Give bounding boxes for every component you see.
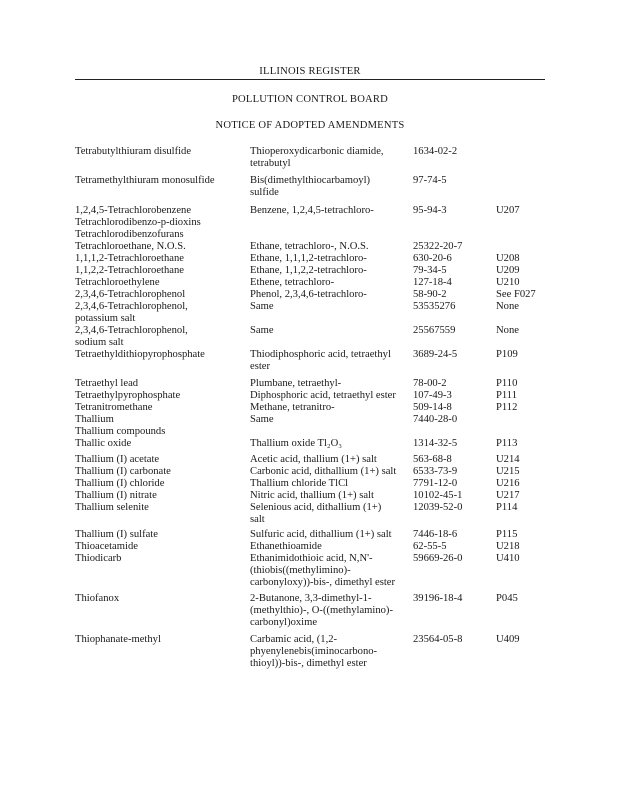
cas-number: 25322-20-7 bbox=[413, 241, 463, 252]
chemical-name bbox=[75, 277, 250, 289]
waste-code: U209 bbox=[496, 265, 520, 276]
chemical-name bbox=[75, 265, 250, 277]
chemical-name bbox=[75, 325, 250, 349]
chemical-name-line: Tetraethyl lead bbox=[75, 378, 139, 389]
waste-code: U410 bbox=[496, 553, 520, 564]
chemical-name-line: Thallium (I) nitrate bbox=[75, 490, 157, 501]
chemical-synonym-line: Same bbox=[250, 301, 274, 312]
chemical-synonym-line: Nitric acid, thallium (1+) salt bbox=[250, 490, 374, 501]
chemical-name bbox=[75, 553, 250, 565]
table-row bbox=[75, 301, 555, 325]
chemical-name bbox=[75, 289, 250, 301]
chemical-name-line: Thallium (I) carbonate bbox=[75, 466, 171, 477]
chemical-name bbox=[75, 241, 250, 253]
chemical-synonym-line: Plumbane, tetraethyl- bbox=[250, 378, 342, 389]
chemical-name bbox=[75, 454, 250, 466]
chemical-name bbox=[75, 390, 250, 402]
chemical-synonym bbox=[250, 478, 413, 490]
chemical-name bbox=[75, 438, 250, 450]
chemical-name-line: Tetraethyldithiopyrophosphate bbox=[75, 349, 205, 360]
table-row bbox=[75, 349, 555, 373]
chemical-name bbox=[75, 349, 250, 361]
chemical-synonym bbox=[250, 593, 413, 629]
table-row bbox=[75, 146, 555, 170]
chemical-synonym-line: ester bbox=[250, 361, 270, 372]
chemical-name-line: Tetrachloroethylene bbox=[75, 277, 160, 288]
table-row bbox=[75, 205, 555, 241]
cas-number: 79-34-5 bbox=[413, 265, 447, 276]
chemical-name-line: Thiofanox bbox=[75, 593, 120, 604]
chemical-synonym bbox=[250, 146, 413, 170]
chemical-synonym-line: Ethanethioamide bbox=[250, 541, 322, 552]
cas-number: 53535276 bbox=[413, 301, 456, 312]
table-row bbox=[75, 553, 555, 589]
chemical-synonym bbox=[250, 438, 413, 450]
chemical-synonym bbox=[250, 301, 413, 313]
chemical-name-line: Thioacetamide bbox=[75, 541, 138, 552]
chemical-name bbox=[75, 175, 250, 187]
waste-code: P114 bbox=[496, 502, 518, 513]
chemical-synonym-line: Methane, tetranitro- bbox=[250, 402, 335, 413]
cas-number: 62-55-5 bbox=[413, 541, 447, 552]
chemical-synonym bbox=[250, 634, 413, 670]
chemical-synonym-line: Carbamic acid, (1,2- bbox=[250, 634, 338, 645]
table-row bbox=[75, 634, 555, 670]
chemical-name bbox=[75, 205, 250, 241]
chemical-synonym-line: Thallium oxide Tl₂O₃ bbox=[250, 438, 342, 449]
chemical-synonym bbox=[250, 553, 413, 589]
table-row bbox=[75, 478, 555, 490]
chemical-synonym bbox=[250, 502, 413, 526]
chemical-name-line: 2,3,4,6-Tetrachlorophenol, bbox=[75, 325, 188, 336]
table-row bbox=[75, 414, 555, 438]
chemical-name-line: Thallic oxide bbox=[75, 438, 132, 449]
chemical-name-line: Tetramethylthiuram monosulfide bbox=[75, 175, 215, 186]
cas-number: 1314-32-5 bbox=[413, 438, 458, 449]
chemical-name-line: Tetrachloroethane, N.O.S. bbox=[75, 241, 186, 252]
waste-code: U218 bbox=[496, 541, 520, 552]
chemical-name-line: Tetraethylpyrophosphate bbox=[75, 390, 181, 401]
cas-number: 95-94-3 bbox=[413, 205, 447, 216]
table-row bbox=[75, 502, 555, 526]
chemical-synonym-line: Ethene, tetrachloro- bbox=[250, 277, 335, 288]
cas-number: 23564-05-8 bbox=[413, 634, 463, 645]
table-row bbox=[75, 241, 555, 253]
cas-number: 127-18-4 bbox=[413, 277, 452, 288]
cas-number: 7446-18-6 bbox=[413, 529, 458, 540]
chemical-name-line: 2,3,4,6-Tetrachlorophenol bbox=[75, 289, 186, 300]
table-row bbox=[75, 541, 555, 553]
board-title: POLLUTION CONTROL BOARD bbox=[231, 94, 389, 105]
chemical-synonym bbox=[250, 454, 413, 466]
chemical-synonym bbox=[250, 390, 413, 402]
chemical-name bbox=[75, 378, 250, 390]
cas-number: 3689-24-5 bbox=[413, 349, 458, 360]
chemical-name-line: Tetrachlorodibenzofurans bbox=[75, 229, 184, 240]
cas-number: 97-74-5 bbox=[413, 175, 447, 186]
chemical-synonym bbox=[250, 325, 413, 337]
table-row bbox=[75, 402, 555, 414]
chemical-synonym-line: Ethane, 1,1,1,2-tetrachloro- bbox=[250, 253, 367, 264]
chemical-synonym-line: (thiobis((methylimino)- bbox=[250, 565, 351, 576]
chemical-synonym-line: 2-Butanone, 3,3-dimethyl-1- bbox=[250, 593, 372, 604]
chemical-name-line: Tetranitromethane bbox=[75, 402, 153, 413]
cas-number: 59669-26-0 bbox=[413, 553, 463, 564]
chemical-synonym-line: salt bbox=[250, 514, 265, 525]
waste-code: U216 bbox=[496, 478, 520, 489]
chemical-name-line: Thallium selenite bbox=[75, 502, 149, 513]
chemical-name-line: 1,2,4,5-Tetrachlorobenzene bbox=[75, 205, 192, 216]
chemical-synonym bbox=[250, 277, 413, 289]
chemical-synonym-line: Same bbox=[250, 414, 274, 425]
chemical-synonym-line: Acetic acid, thallium (1+) salt bbox=[250, 454, 377, 465]
chemical-synonym bbox=[250, 541, 413, 553]
waste-code: P113 bbox=[496, 438, 518, 449]
waste-code: P109 bbox=[496, 349, 518, 360]
register-title: ILLINOIS REGISTER bbox=[259, 66, 361, 77]
chemical-name bbox=[75, 490, 250, 502]
chemical-synonym-line: (methylthio)-, O-((methylamino)- bbox=[250, 605, 393, 616]
chemical-synonym-line: carbonyloxy))-bis-, dimethyl ester bbox=[250, 577, 396, 588]
table-row bbox=[75, 529, 555, 541]
chemical-name-line: Thallium (I) chloride bbox=[75, 478, 165, 489]
cas-number: 509-14-8 bbox=[413, 402, 452, 413]
chemical-synonym-line: Phenol, 2,3,4,6-tetrachloro- bbox=[250, 289, 367, 300]
chemical-name bbox=[75, 146, 250, 158]
chemical-synonym-line: Carbonic acid, dithallium (1+) salt bbox=[250, 466, 397, 477]
chemical-synonym-line: Bis(dimethylthiocarbamoyl) bbox=[250, 175, 371, 186]
waste-code: None bbox=[496, 325, 519, 336]
chemical-synonym-line: Selenious acid, dithallium (1+) bbox=[250, 502, 382, 513]
notice-title: NOTICE OF ADOPTED AMENDMENTS bbox=[215, 120, 405, 131]
waste-code: P111 bbox=[496, 390, 517, 401]
cas-number: 563-68-8 bbox=[413, 454, 452, 465]
cas-number: 58-90-2 bbox=[413, 289, 447, 300]
cas-number: 107-49-3 bbox=[413, 390, 452, 401]
chemical-name-line: potassium salt bbox=[75, 313, 136, 324]
table-row bbox=[75, 378, 555, 390]
cas-number: 6533-73-9 bbox=[413, 466, 458, 477]
table-row bbox=[75, 175, 555, 199]
chemical-name bbox=[75, 301, 250, 325]
chemical-synonym-line: sulfide bbox=[250, 187, 279, 198]
waste-code: U215 bbox=[496, 466, 520, 477]
chemical-name bbox=[75, 478, 250, 490]
chemical-synonym bbox=[250, 414, 413, 426]
chemical-synonym bbox=[250, 241, 413, 253]
chemical-synonym-line: phyenylenebis(iminocarbono- bbox=[250, 646, 378, 657]
chemical-synonym bbox=[250, 349, 413, 373]
chemical-synonym bbox=[250, 490, 413, 502]
waste-code: U210 bbox=[496, 277, 520, 288]
chemical-synonym-line: Thiodiphosphoric acid, tetraethyl bbox=[250, 349, 391, 360]
chemical-name-line: Tetrachlorodibenzo-p-dioxins bbox=[75, 217, 201, 228]
chemical-name bbox=[75, 529, 250, 541]
chemical-synonym-line: tetrabutyl bbox=[250, 158, 291, 169]
chemical-synonym bbox=[250, 265, 413, 277]
chemical-name-line: Thiodicarb bbox=[75, 553, 122, 564]
cas-number: 7791-12-0 bbox=[413, 478, 458, 489]
chemical-name bbox=[75, 634, 250, 646]
waste-code: U409 bbox=[496, 634, 520, 645]
chemical-synonym-line: Thallium chloride TlCl bbox=[250, 478, 349, 489]
table-row bbox=[75, 253, 555, 265]
waste-code: P110 bbox=[496, 378, 518, 389]
waste-code: U207 bbox=[496, 205, 520, 216]
cas-number: 25567559 bbox=[413, 325, 456, 336]
chemical-synonym-line: Diphosphoric acid, tetraethyl ester bbox=[250, 390, 396, 401]
table-row bbox=[75, 466, 555, 478]
waste-code: U214 bbox=[496, 454, 520, 465]
chemical-synonym bbox=[250, 289, 413, 301]
table-row bbox=[75, 325, 555, 349]
cas-number: 12039-52-0 bbox=[413, 502, 463, 513]
waste-code: P045 bbox=[496, 593, 518, 604]
chemical-name bbox=[75, 253, 250, 265]
chemical-name-line: 1,1,1,2-Tetrachloroethane bbox=[75, 253, 184, 264]
table-row bbox=[75, 277, 555, 289]
chemical-synonym-line: Benzene, 1,2,4,5-tetrachloro- bbox=[250, 205, 374, 216]
table-row bbox=[75, 390, 555, 402]
chemical-synonym-line: Ethane, tetrachloro-, N.O.S. bbox=[250, 241, 369, 252]
chemical-synonym-line: thioyl))-bis-, dimethyl ester bbox=[250, 658, 367, 669]
table-row bbox=[75, 454, 555, 466]
chemical-name bbox=[75, 502, 250, 514]
chemical-synonym-line: Sulfuric acid, dithallium (1+) salt bbox=[250, 529, 392, 540]
table-row bbox=[75, 289, 555, 301]
chemical-name bbox=[75, 593, 250, 605]
chemical-name-line: 2,3,4,6-Tetrachlorophenol, bbox=[75, 301, 188, 312]
chemical-synonym bbox=[250, 466, 413, 478]
chemical-name bbox=[75, 541, 250, 553]
chemical-synonym-line: Ethanimidothioic acid, N,N'- bbox=[250, 553, 373, 564]
chemical-synonym bbox=[250, 175, 413, 199]
chemical-name-line: Thallium (I) sulfate bbox=[75, 529, 158, 540]
chemical-name-line: Thiophanate-methyl bbox=[75, 634, 161, 645]
waste-code: P115 bbox=[496, 529, 518, 540]
cas-number: 10102-45-1 bbox=[413, 490, 463, 501]
table-row bbox=[75, 593, 555, 629]
table-row bbox=[75, 490, 555, 502]
chemical-name-line: Tetrabutylthiuram disulfide bbox=[75, 146, 192, 157]
chemical-name-line: sodium salt bbox=[75, 337, 124, 348]
chemical-synonym bbox=[250, 253, 413, 265]
chemical-synonym bbox=[250, 378, 413, 390]
chemical-name bbox=[75, 414, 250, 438]
header-rule bbox=[75, 79, 545, 80]
chemical-synonym bbox=[250, 205, 413, 217]
cas-number: 1634-02-2 bbox=[413, 146, 458, 157]
waste-code: U208 bbox=[496, 253, 520, 264]
cas-number: 39196-18-4 bbox=[413, 593, 463, 604]
cas-number: 7440-28-0 bbox=[413, 414, 458, 425]
chemical-name bbox=[75, 466, 250, 478]
chemical-synonym-line: carbonyl)oxime bbox=[250, 617, 318, 628]
cas-number: 630-20-6 bbox=[413, 253, 452, 264]
table-row bbox=[75, 438, 555, 450]
waste-code: None bbox=[496, 301, 519, 312]
table-row bbox=[75, 265, 555, 277]
chemical-synonym-line: Thioperoxydicarbonic diamide, bbox=[250, 146, 384, 157]
chemical-synonym-line: Same bbox=[250, 325, 274, 336]
waste-code: P112 bbox=[496, 402, 518, 413]
chemical-name-line: 1,1,2,2-Tetrachloroethane bbox=[75, 265, 184, 276]
cas-number: 78-00-2 bbox=[413, 378, 447, 389]
chemical-synonym-line: Ethane, 1,1,2,2-tetrachloro- bbox=[250, 265, 367, 276]
chemical-table bbox=[75, 146, 555, 670]
chemical-name-line: Thallium bbox=[75, 414, 114, 425]
waste-code: U217 bbox=[496, 490, 520, 501]
waste-code: See F027 bbox=[496, 289, 536, 300]
chemical-name-line: Thallium (I) acetate bbox=[75, 454, 160, 465]
chemical-name bbox=[75, 402, 250, 414]
chemical-synonym bbox=[250, 529, 413, 541]
chemical-synonym bbox=[250, 402, 413, 414]
chemical-name-line: Thallium compounds bbox=[75, 426, 166, 437]
